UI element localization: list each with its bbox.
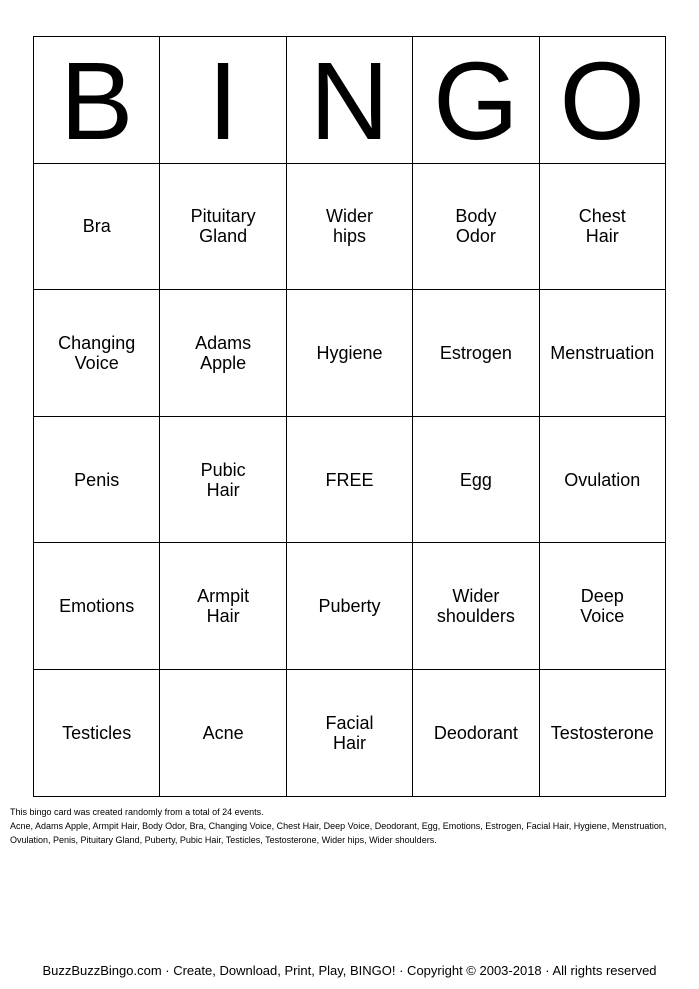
header-letter-g: G xyxy=(413,37,539,164)
site-credit: BuzzBuzzBingo.com · Create, Download, Print, Play, BINGO! · Copyright © 2003-2018 · All rights reserved xyxy=(42,963,657,978)
bingo-cell: Emotions xyxy=(34,543,160,670)
bingo-cell: Egg xyxy=(413,416,539,543)
events-list: Acne, Adams Apple, Armpit Hair, Body Odor, Bra, Changing Voice, Chest Hair, Deep Voice, Deodorant, Egg, Emotions, Estrogen, Facial Hair, Hygiene, Menstruation, Ovulation, Penis, Pituitary Gland, Puberty, Pubic Hair, Testicles, Testosterone, Wider hips, Wider shoulders. xyxy=(10,821,667,845)
bingo-row xyxy=(34,163,666,290)
bingo-cell: Ovulation xyxy=(539,416,665,543)
bingo-cell: Facial Hair xyxy=(286,669,412,796)
bingo-cell: Wider hips xyxy=(286,163,412,290)
bingo-cell: Body Odor xyxy=(413,163,539,290)
bingo-cell: Armpit Hair xyxy=(160,543,286,670)
bingo-cell: Pituitary Gland xyxy=(160,163,286,290)
bingo-cell: Acne xyxy=(160,669,286,796)
header-letter-b: B xyxy=(34,37,160,164)
bingo-cell: Estrogen xyxy=(413,290,539,417)
bingo-cell: Wider shoulders xyxy=(413,543,539,670)
header-letter-n: N xyxy=(286,37,412,164)
bingo-cell: Testosterone xyxy=(539,669,665,796)
bingo-card xyxy=(33,36,666,797)
bingo-cell: Deep Voice xyxy=(539,543,665,670)
bingo-row xyxy=(34,669,666,796)
bingo-row xyxy=(34,543,666,670)
bingo-cell: Menstruation xyxy=(539,290,665,417)
header-letter-o: O xyxy=(539,37,665,164)
bingo-cell: Testicles xyxy=(34,669,160,796)
creation-note: This bingo card was created randomly from a total of 24 events. xyxy=(10,807,264,817)
bingo-cell: Deodorant xyxy=(413,669,539,796)
bingo-cell: Hygiene xyxy=(286,290,412,417)
bingo-cell: Adams Apple xyxy=(160,290,286,417)
bingo-cell: Puberty xyxy=(286,543,412,670)
header-letter-i: I xyxy=(160,37,286,164)
free-space-cell: FREE xyxy=(286,416,412,543)
bingo-row xyxy=(34,290,666,417)
bingo-header-row xyxy=(34,37,666,164)
bingo-cell: Pubic Hair xyxy=(160,416,286,543)
bingo-cell: Chest Hair xyxy=(539,163,665,290)
bingo-cell: Penis xyxy=(34,416,160,543)
bingo-cell: Bra xyxy=(34,163,160,290)
bingo-row xyxy=(34,416,666,543)
bingo-cell: Changing Voice xyxy=(34,290,160,417)
card-footer-note xyxy=(10,805,690,847)
